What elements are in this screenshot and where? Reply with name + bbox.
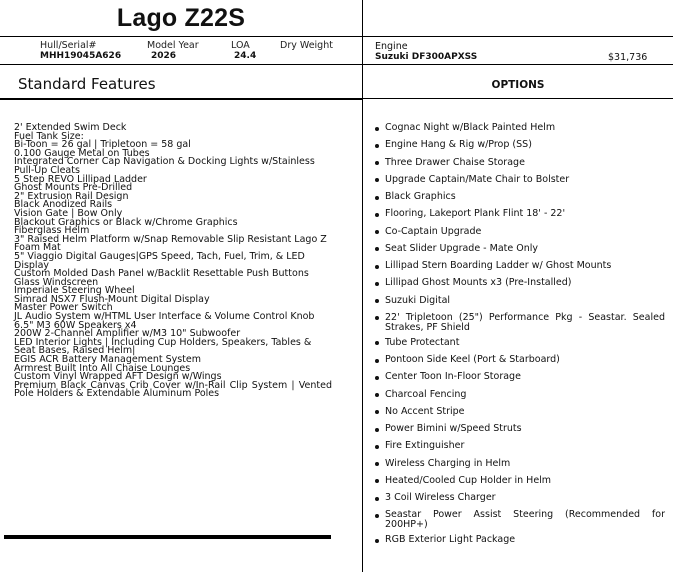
loa-label: LOA xyxy=(231,40,250,51)
list-item: Fuel Tank Size: xyxy=(14,130,84,142)
options-heading: OPTIONS xyxy=(491,79,545,91)
list-item: Suzuki Digital xyxy=(375,296,665,306)
list-item: Center Toon In-Floor Storage xyxy=(375,372,665,382)
list-item: Simrad NSX7 Flush-Mount Digital Display xyxy=(14,293,210,305)
list-item: Upgrade Captain/Mate Chair to Bolster xyxy=(375,175,665,185)
list-item: Heated/Cooled Cup Holder in Helm xyxy=(375,476,665,486)
spec-rule xyxy=(0,64,673,65)
list-item: Ghost Mounts Pre-Drilled xyxy=(14,182,133,194)
list-item: Co-Captain Upgrade xyxy=(375,227,665,237)
list-item: Custom Molded Dash Panel w/Backlit Resettable Push Buttons xyxy=(14,268,309,280)
list-item: Pontoon Side Keel (Port & Starboard) xyxy=(375,355,665,365)
list-item: RGB Exterior Light Package xyxy=(375,535,665,545)
list-item: 3 Coil Wireless Charger xyxy=(375,493,665,503)
weight-spec xyxy=(280,41,333,51)
list-item: 200W 2-Channel Amplifier w/M3 10" Subwoofer xyxy=(14,328,241,340)
standard-features-heading: Standard Features xyxy=(18,75,156,93)
list-item: No Accent Stripe xyxy=(375,407,665,417)
list-item: Master Power Switch xyxy=(14,302,113,314)
engine-price: $31,736 xyxy=(608,52,648,63)
list-item: 22' Tripletoon (25") Performance Pkg - Seastar. Sealed Strakes, PF Shield xyxy=(375,313,665,333)
list-item: Blackout Graphics or Black w/Chrome Graphics xyxy=(14,216,238,228)
list-item: EGIS ACR Battery Management System xyxy=(14,354,202,366)
engine-label: Engine xyxy=(375,41,408,52)
list-item: 2" Extrusion Rail Design xyxy=(14,190,129,202)
list-item: Custom Vinyl Wrapped AFT Design w/Wings xyxy=(14,371,222,383)
standard-features-bottom-rule xyxy=(4,535,331,539)
list-item: Black Anodized Rails xyxy=(14,199,113,211)
list-item: Imperiale Steering Wheel xyxy=(14,285,135,297)
list-item: Charcoal Fencing xyxy=(375,390,665,400)
list-item: Lillipad Stern Boarding Ladder w/ Ghost Mounts xyxy=(375,261,665,271)
loa-value: 24.4 xyxy=(234,51,257,61)
list-item: 6.5" M3 60W Speakers x4 xyxy=(14,319,137,331)
list-item: 2' Extended Swim Deck xyxy=(14,122,127,133)
year-value: 2026 xyxy=(151,51,177,61)
hull-value: MHH19045A626 xyxy=(40,51,122,61)
page-title: Lago Z22S xyxy=(116,4,246,32)
hull-label: Hull/Serial# xyxy=(40,40,97,51)
list-item: Seastar Power Assist Steering (Recommended for 200HP+) xyxy=(375,510,665,530)
list-item: Armrest Built Into All Chaise Lounges xyxy=(14,362,191,374)
list-item: Vision Gate | Bow Only xyxy=(14,207,123,219)
list-item: Engine Hang & Rig w/Prop (SS) xyxy=(375,140,665,150)
list-item: Three Drawer Chaise Storage xyxy=(375,158,665,168)
list-item: JL Audio System w/HTML User Interface & Volume Control Knob xyxy=(14,311,315,323)
year-spec xyxy=(147,41,199,61)
list-item: LED Interior Lights | Including Cup Holders, Speakers, Tables & Seat Bases, Raised Helm| xyxy=(14,336,315,357)
list-item: Flooring, Lakeport Plank Flint 18' - 22' xyxy=(375,209,665,219)
list-item: Power Bimini w/Speed Struts xyxy=(375,424,665,434)
list-item: 3" Raised Helm Platform w/Snap Removable Slip Resistant Lago Z Foam Mat xyxy=(14,233,330,254)
standard-features-list xyxy=(14,122,336,400)
list-item: Glass Windscreen xyxy=(14,276,99,288)
section-rule-left xyxy=(0,98,362,100)
list-item: Cognac Night w/Black Painted Helm xyxy=(375,123,665,133)
list-item: Wireless Charging in Helm xyxy=(375,459,665,469)
list-item: Seat Slider Upgrade - Mate Only xyxy=(375,244,665,254)
year-label: Model Year xyxy=(147,40,199,51)
list-item: Lillipad Ghost Mounts x3 (Pre-Installed) xyxy=(375,278,665,288)
list-item: 0.100 Gauge Metal on Tubes xyxy=(14,147,150,159)
options-list xyxy=(375,123,665,553)
list-item: Bi-Toon = 26 gal | Tripletoon = 58 gal xyxy=(14,139,191,151)
engine-value: Suzuki DF300APXSS xyxy=(375,52,478,62)
header-rule xyxy=(0,36,673,37)
hull-spec xyxy=(40,41,121,61)
list-item: 5" Viaggio Digital Gauges|GPS Speed, Tach, Fuel, Trim, & LED Display xyxy=(14,250,308,271)
weight-label: Dry Weight xyxy=(280,40,333,51)
section-rule-right xyxy=(363,98,673,99)
list-item: Fire Extinguisher xyxy=(375,441,665,451)
list-item: Black Graphics xyxy=(375,192,665,202)
list-item: Tube Protectant xyxy=(375,338,665,348)
list-item: Premium Black Canvas Crib Cover w/In-Rail Clip System | Vented Pole Holders & Extendable Aluminum Poles xyxy=(14,379,336,400)
list-item: Integrated Corner Cap Navigation & Docking Lights w/Stainless Pull-Up Cleats xyxy=(14,156,318,176)
list-item: Fiberglass Helm xyxy=(14,225,90,237)
loa-spec xyxy=(231,41,256,61)
list-item: 5 Step REVO Lillipad Ladder xyxy=(14,173,147,185)
